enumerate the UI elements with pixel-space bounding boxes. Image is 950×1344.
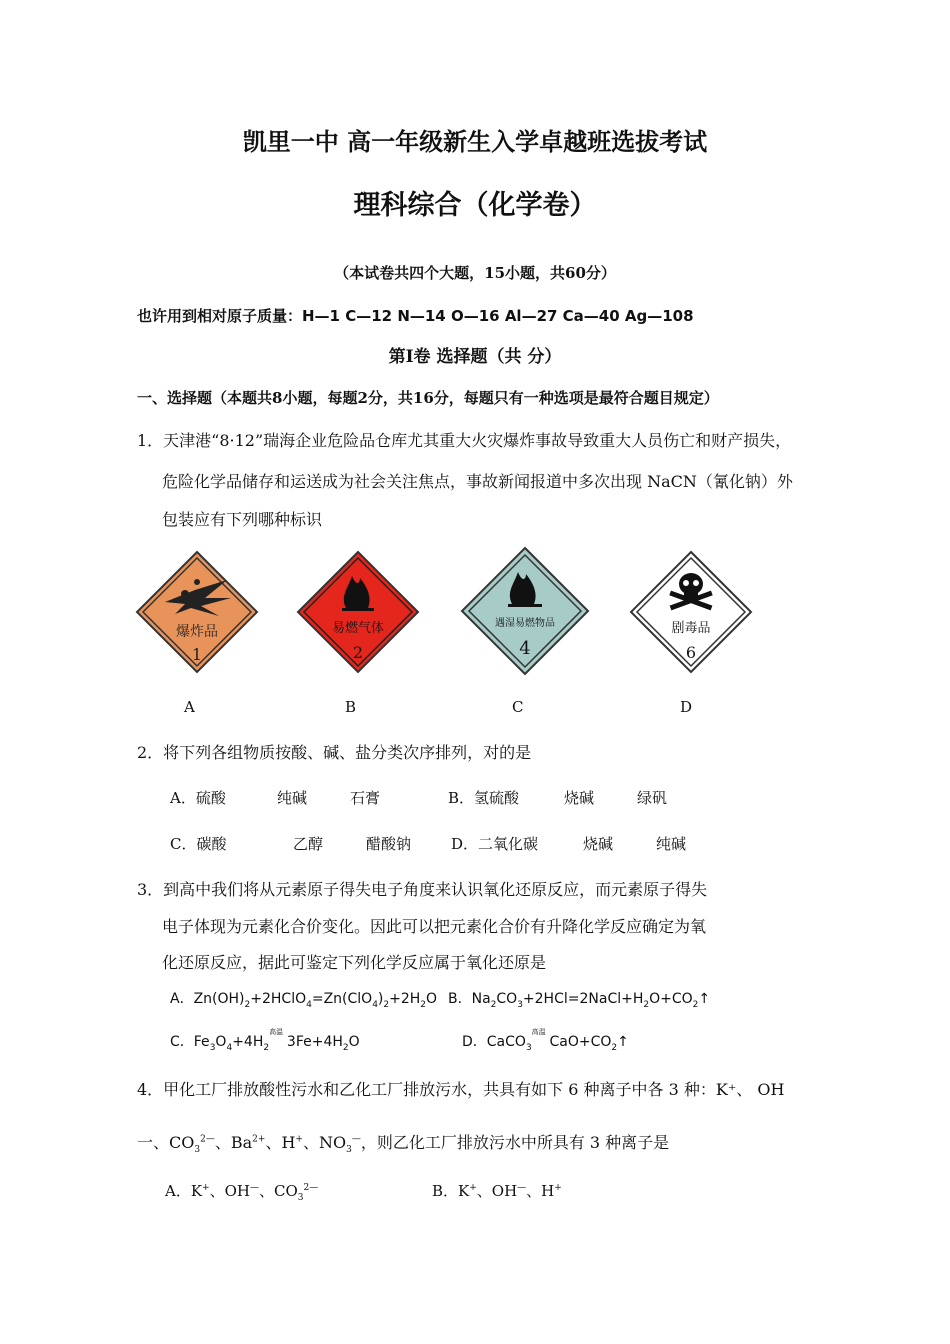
q2-option-a-2: 纯碱 [277,789,308,807]
flammable-gas-sign-number: 2 [352,643,364,662]
q2-option-c-2: 乙醇 [293,835,324,853]
exam-subtitle: 理科综合（化学卷） [353,190,597,221]
q2-option-d-3: 纯碱 [656,835,687,853]
q2-option-d-2: 烧碱 [583,835,614,853]
q2-option-a-1: A．硫酸 [170,789,226,807]
atomic-masses: 也许用到相对原子质量：H—1 C—12 N—14 O—16 Al—27 Ca—40 Ag—108 [137,307,694,325]
q2-option-a-3: 石膏 [350,789,381,807]
q3-option-b: B．$Na_2CO_3+2HCl=2NaCl+H_2O+CO_2↑$ [448,991,711,1010]
exam-note: （本试卷共四个大题，15小题，共60分） [334,264,616,282]
q4-line2-suffix: ，则乙化工厂排放污水中所具有 3 种离子是 [360,1133,670,1152]
dangerous-when-wet-sign-number: 4 [519,638,531,659]
toxic-sign-text: 剧毒品 [671,621,711,636]
sign-label-d: D [680,698,693,716]
q3-option-d-condition: 高温 [531,1028,546,1036]
q2-option-d-1: D．二氧化碳 [451,835,539,853]
q2-stem: 2．将下列各组物质按酸、碱、盐分类次序排列，对的是 [137,743,532,762]
dangerous-when-wet-sign-text: 遇湿易燃物品 [495,618,555,629]
q4-line1: 4．甲化工厂排放酸性污水和乙化工厂排放污水，共具有如下 6 种离子中各 3 种：K⁺、 OH [137,1080,785,1099]
toxic-sign [629,550,753,678]
q2-option-c-1: C．碳酸 [170,835,227,853]
q3-option-c-condition: 高温 [269,1028,284,1036]
q4-line2: 一、$CO_3^{2—}$、$Ba^{2+}$、H+、$NO_3^—$，则乙化工厂排放污水中所具有 3 种离子是 [137,1133,670,1156]
q4-option-a: A．K+、OH—、$CO_3^{2—}$ [165,1182,319,1203]
flammable-gas-sign-text: 易燃气体 [331,621,385,636]
q3-option-d: D．CaCO$_3$ 高温 $CaO+CO_2↑$ [462,1028,629,1053]
q3-line1: 3．到高中我们将从元素原子得失电子角度来认识氧化还原反应，而元素原子得失 [137,880,708,899]
q4-option-b: B．K+、OH—、H+ [432,1182,562,1200]
toxic-sign-number: 6 [685,643,697,662]
section-heading: 一、选择题（本题共8小题，每题2分，共16分，每题只有一种选项是最符合题目规定） [137,389,719,407]
q3-line3: 化还原反应，据此可鉴定下列化学反应属于氧化还原是 [162,953,547,972]
q2-option-b-2: 烧碱 [564,789,595,807]
q1-line1: 1．天津港“8·12”瑞海企业危险品仓库尤其重大火灾爆炸事故导致重大人员伤亡和财产损失， [137,431,792,450]
q1-line3: 包装应有下列哪种标识 [162,510,323,529]
sign-label-a: A [184,698,195,716]
dangerous-when-wet-sign [460,546,590,680]
q2-option-b-3: 绿矾 [637,789,668,807]
part-heading: 第Ⅰ卷 选择题（共 分） [388,347,562,367]
exam-title: 凯里一中 高一年级新生入学卓越班选拔考试 [242,127,708,156]
sign-label-c: C [512,698,524,716]
q3-option-c: C．$Fe_3O_4+4H_2$ 高温 $3Fe+4H_2O$ [170,1028,360,1053]
sign-label-b: B [345,698,357,716]
q3-option-a: A．$Zn(OH)_2+2HClO_4=Zn(ClO_4)_2+2H_2O$ [170,991,438,1010]
explosive-sign-text: 爆炸品 [176,624,218,640]
q1-line2: 危险化学品储存和运送成为社会关注焦点，事故新闻报道中多次出现 NaCN（氰化钠）外 [162,472,793,491]
q2-option-c-3: 醋酸钠 [366,835,412,853]
q3-line2: 电子体现为元素化合价变化。因此可以把元素化合价有升降化学反应确定为氧 [162,917,707,936]
explosive-sign-number: 1 [191,645,203,664]
explosive-sign [135,550,259,678]
flammable-gas-sign [296,550,420,678]
q2-option-b-1: B．氢硫酸 [448,789,520,807]
